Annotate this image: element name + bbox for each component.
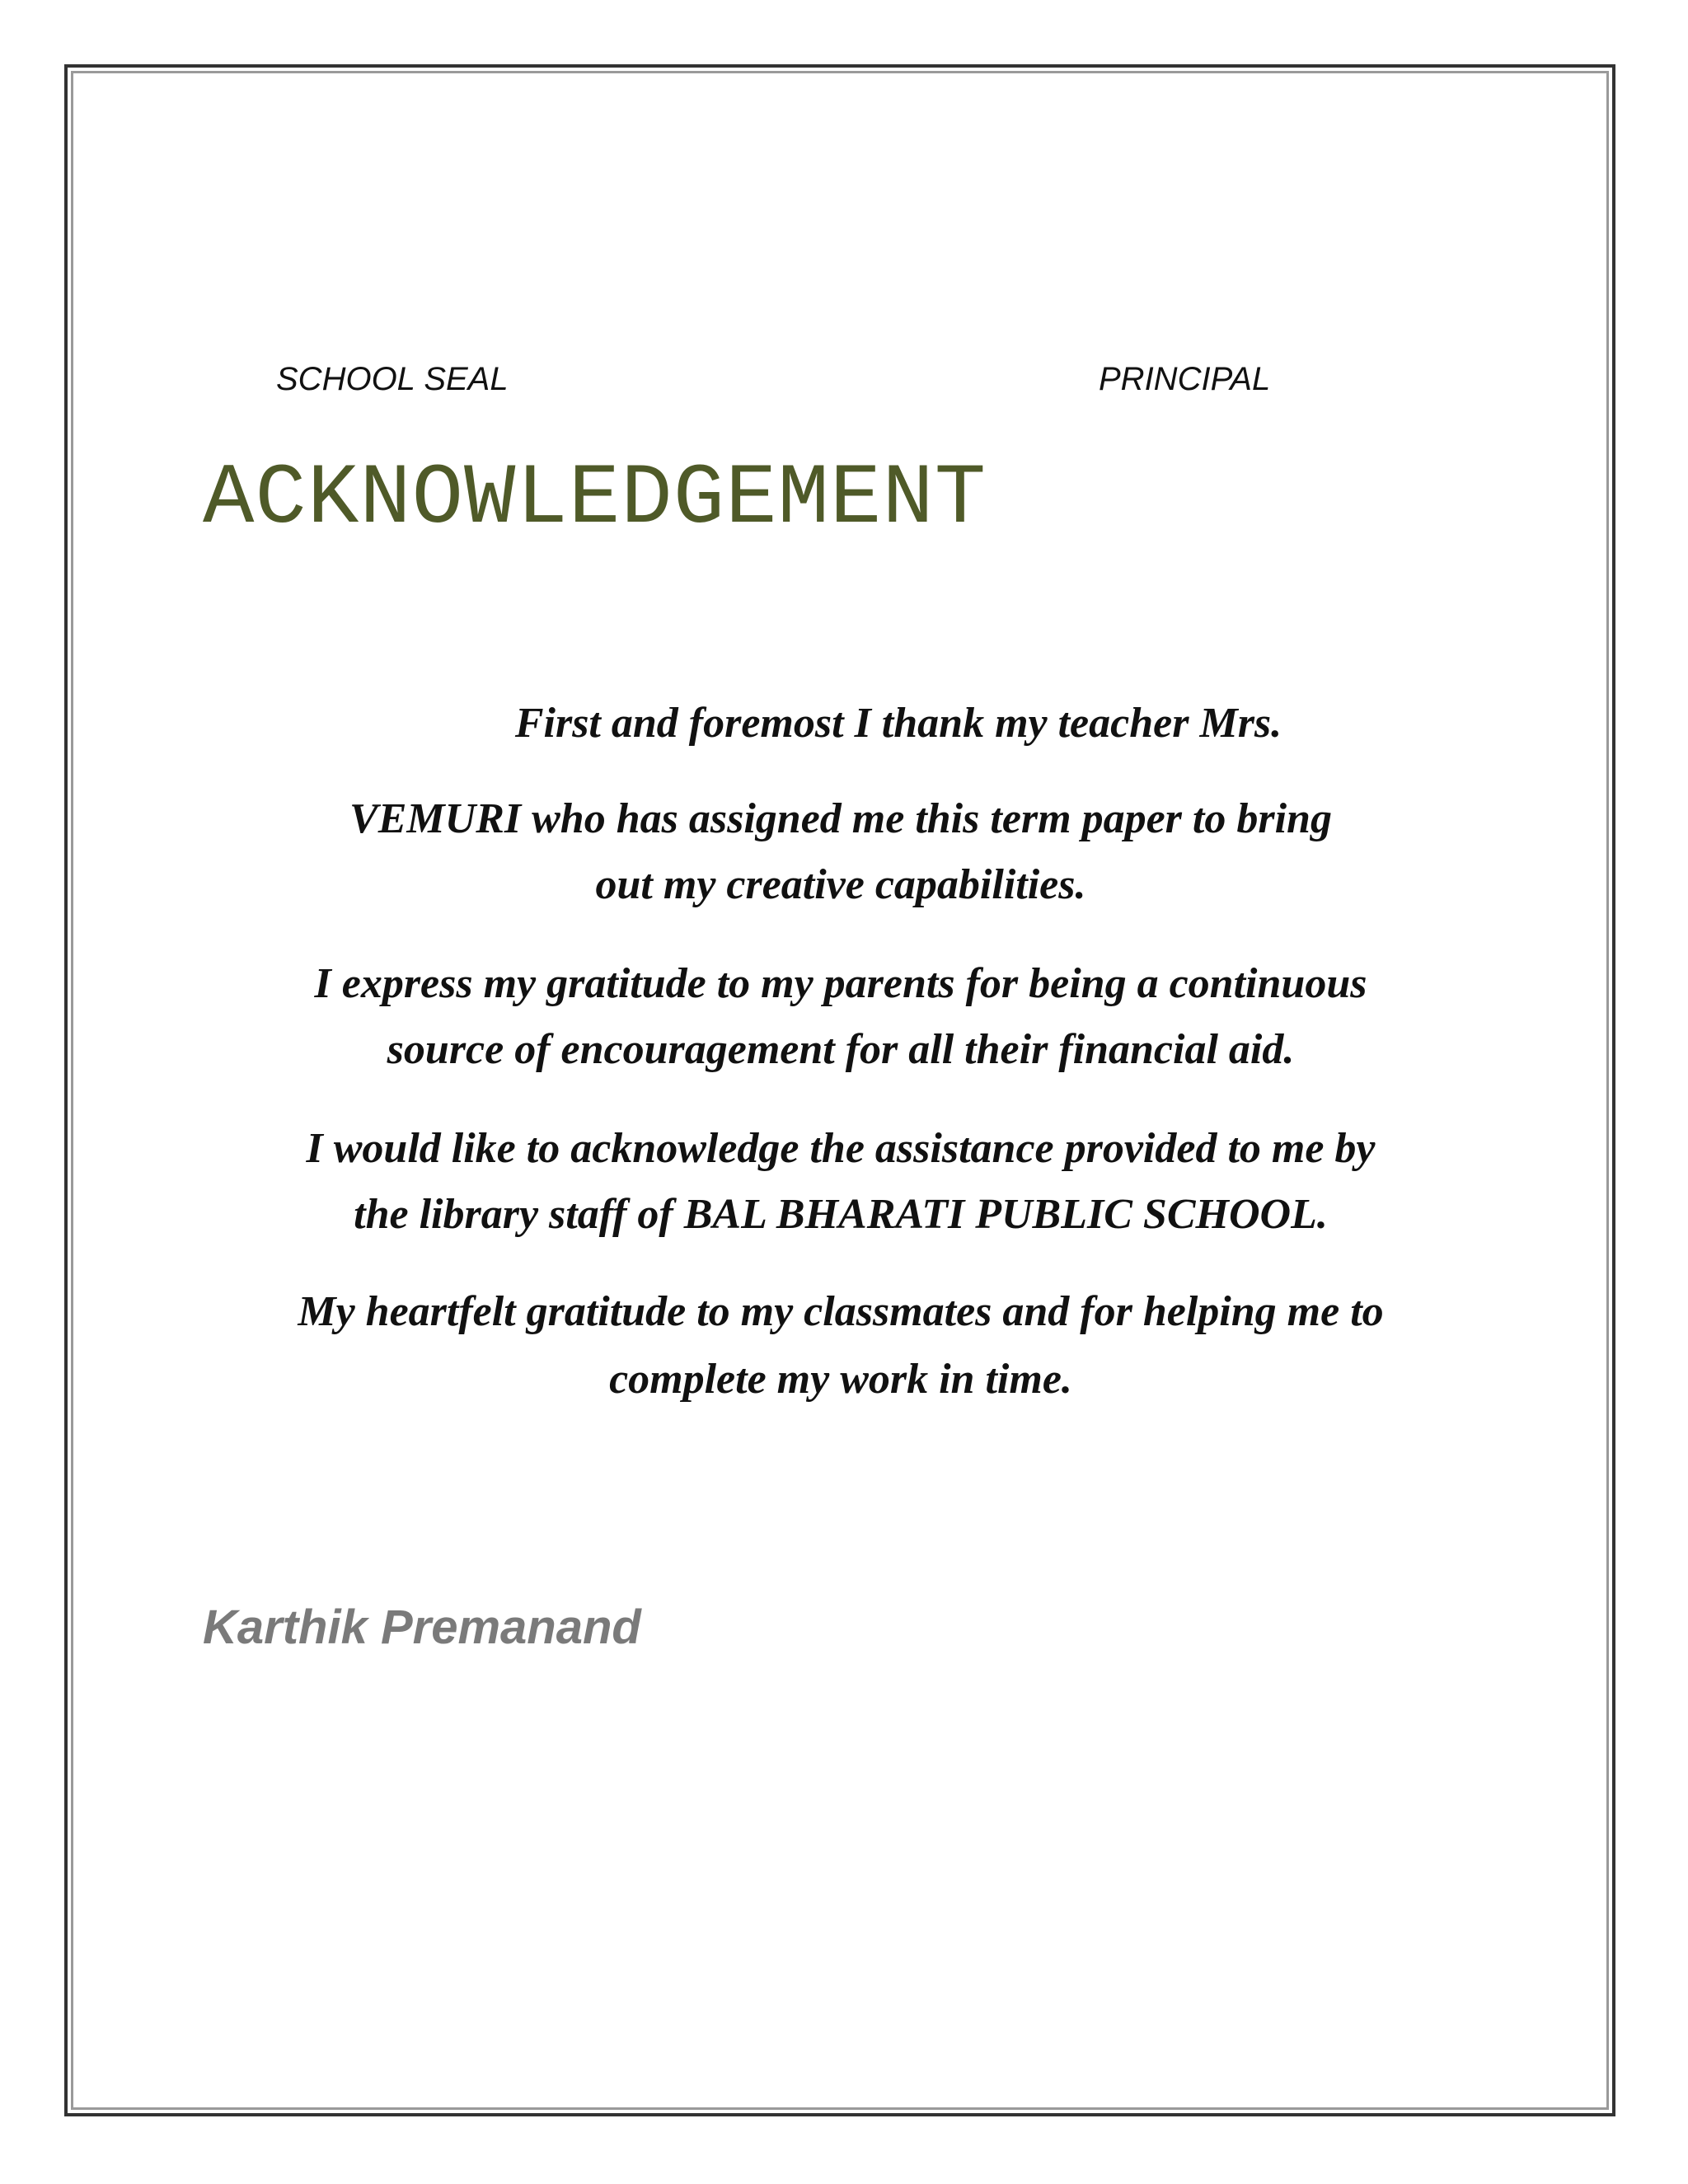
school-seal-label: SCHOOL SEAL (276, 361, 509, 397)
principal-label: PRINCIPAL (1099, 361, 1271, 397)
body-line-2: VEMURI who has assigned me this term paper to bring (349, 795, 1332, 842)
body-line-8: My heartfelt gratitude to my classmates and for helping me to (298, 1288, 1384, 1335)
body-line-3: out my creative capabilities. (595, 861, 1086, 908)
body-line-1: First and foremost I thank my teacher Mrs. (514, 700, 1282, 747)
author-signature: Karthik Premanand (203, 1601, 641, 1654)
body-line-5: source of encouragement for all their financial aid. (387, 1026, 1295, 1073)
body-line-4: I express my gratitude to my parents for being a continuous (314, 960, 1367, 1007)
body-line-9: complete my work in time. (609, 1356, 1072, 1403)
page-title: ACKNOWLEDGEMENT (203, 451, 987, 548)
body-line-6: I would like to acknowledge the assistance provided to me by (306, 1125, 1376, 1172)
body-line-7: the library staff of BAL BHARATI PUBLIC SCHOOL. (354, 1191, 1328, 1238)
